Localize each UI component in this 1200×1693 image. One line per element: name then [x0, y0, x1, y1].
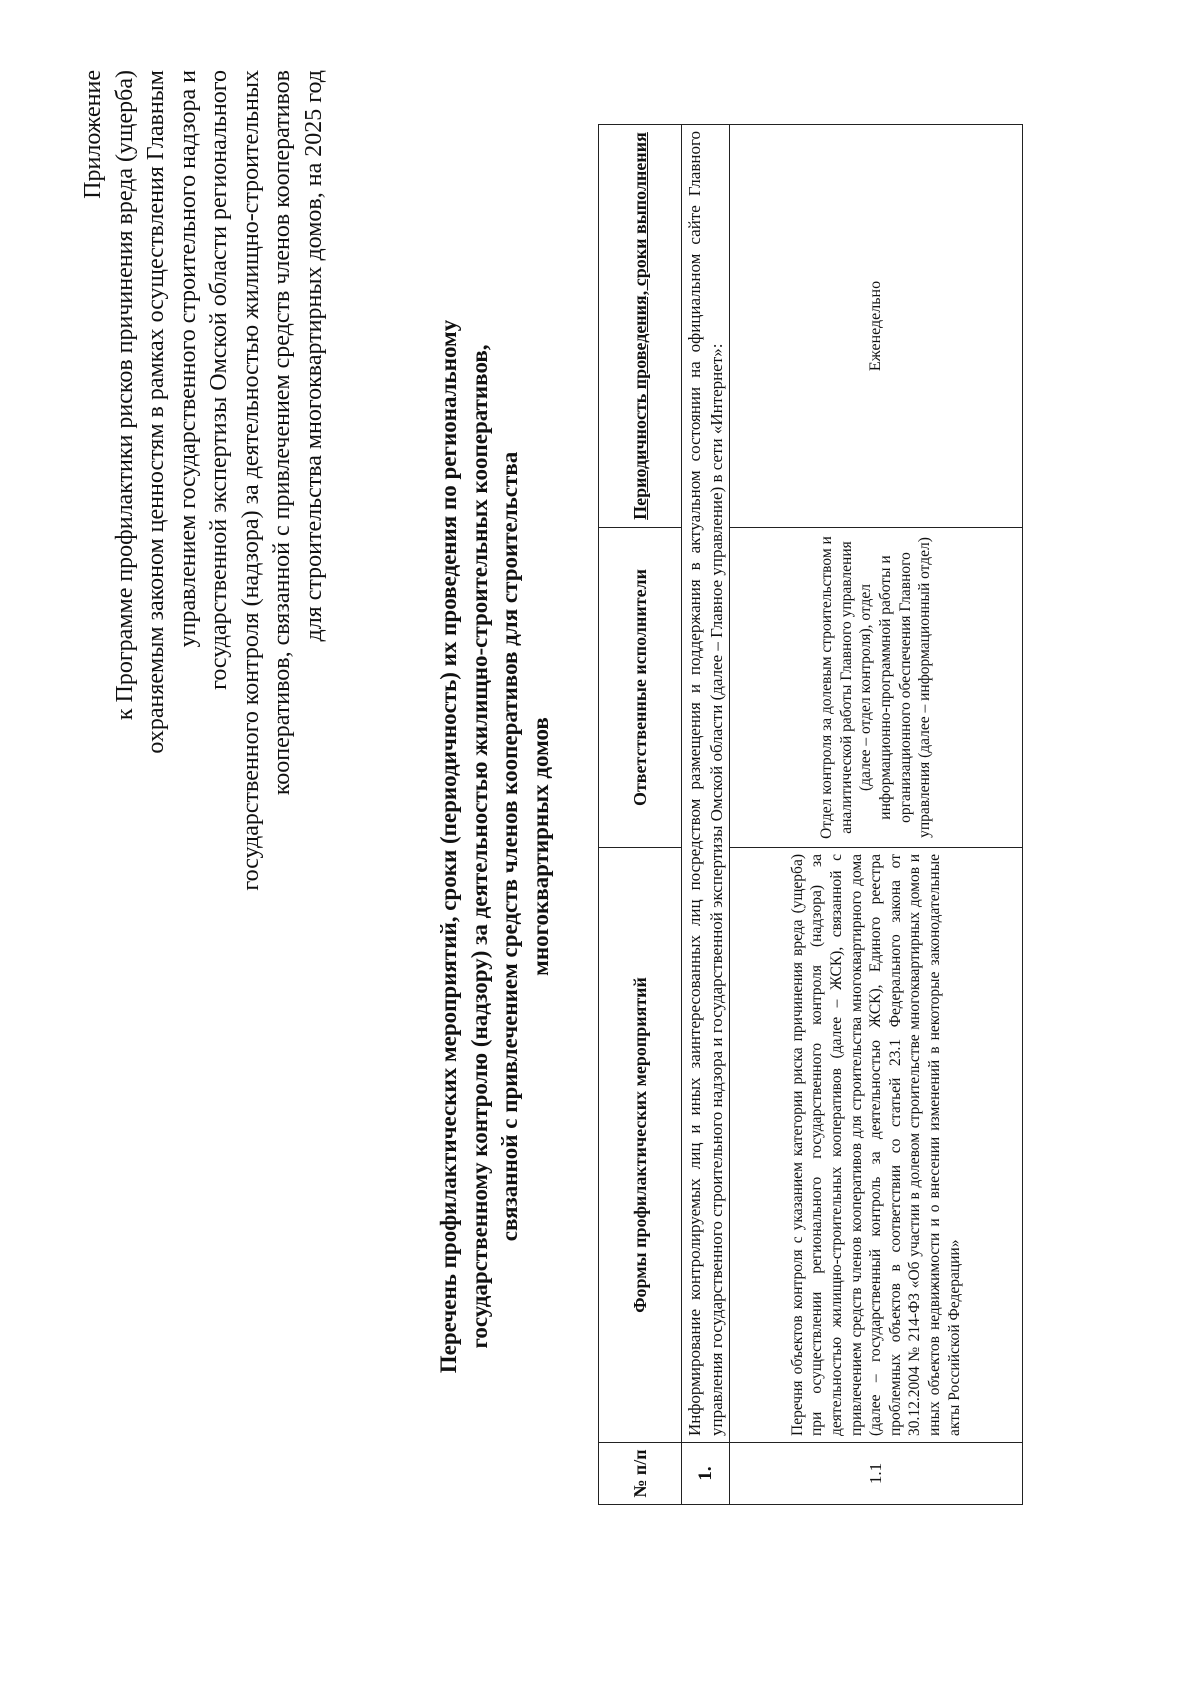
appendix-header [78, 70, 330, 891]
appendix-line: кооперативов, связанной с привлечением средств членов кооперативов [269, 70, 295, 796]
appendix-line: государственной экспертизы Омской области регионального [206, 70, 232, 690]
title-line: многоквартирных домов [527, 717, 553, 976]
header-responsible: Ответственные исполнители [599, 528, 682, 848]
row-number: 1.1 [730, 1443, 1023, 1505]
appendix-line: управлением государственного строительного надзора и [174, 70, 201, 648]
appendix-line: к Программе профилактики рисков причинения вреда (ущерба) [111, 70, 138, 721]
appendix-line: охраняемым законом ценностям в рамках осуществления Главным [143, 70, 169, 754]
row-form: Перечня объектов контроля с указанием категории риска причинения вреда (ущерба) при осуществлении регионального государственного контроля (надзора) за деятельностью жилищно-строительных кооперативов (далее – ЖСК), связанной с привлечением средств членов кооперативов для строительства многоквартирного дома (далее – государственный контроль за деятельностью ЖСК), Единого реестра проблемных объектов в соответствии со статьей 23.1 Федерального закона от 30.12.2004 № 214-ФЗ «Об участии в долевом строительстве многоквартирных домов и иных объектов недвижимости и о внесении изменений в некоторые законодательные акты Российской Федерации» [730, 848, 1023, 1443]
header-periodicity-text: Периодичность проведения, сроки выполнения [630, 132, 650, 520]
title-line: связанной с привлечением средств членов кооперативов для строительства [497, 451, 522, 1242]
title-line: государственному контролю (надзору) за деятельностью жилищно-строительных кооперативов, [466, 344, 492, 1349]
appendix-line: государственного контроля (надзора) за деятельностью жилищно-строительных [237, 70, 264, 891]
section-number: 1. [682, 1443, 730, 1505]
table-header-row [599, 125, 682, 1505]
title-line: Перечень профилактических мероприятий, сроки (периодичность) их проведения по региональному [436, 319, 461, 1374]
row-responsible: Отдел контроля за долевым строительством и аналитической работы Главного управления (далее – отдел контроля), отдел информационно-программной работы и организационного обеспечения Главного управления (далее – информационный отдел) [730, 528, 1023, 848]
appendix-line: Приложение [80, 70, 106, 199]
header-periodicity [599, 125, 682, 528]
table-row-section [682, 125, 730, 1505]
table-row [730, 125, 1023, 1505]
header-forms: Формы профилактических мероприятий [599, 848, 682, 1443]
document-title [434, 0, 556, 1693]
row-periodicity: Еженедельно [730, 125, 1023, 528]
measures-table [598, 124, 1023, 1505]
appendix-line: для строительства многоквартирных домов, на 2025 год [300, 70, 327, 642]
header-num: № п/п [599, 1443, 682, 1505]
section-text: Информирование контролируемых лиц и иных заинтересованных лиц посредством размещения и поддержания в актуальном состоянии на официальном сайте Главного управления государственного строительного надзора и государственной экспертизы Омской области (далее – Главное управление) в сети «Интернет»: [682, 125, 730, 1443]
